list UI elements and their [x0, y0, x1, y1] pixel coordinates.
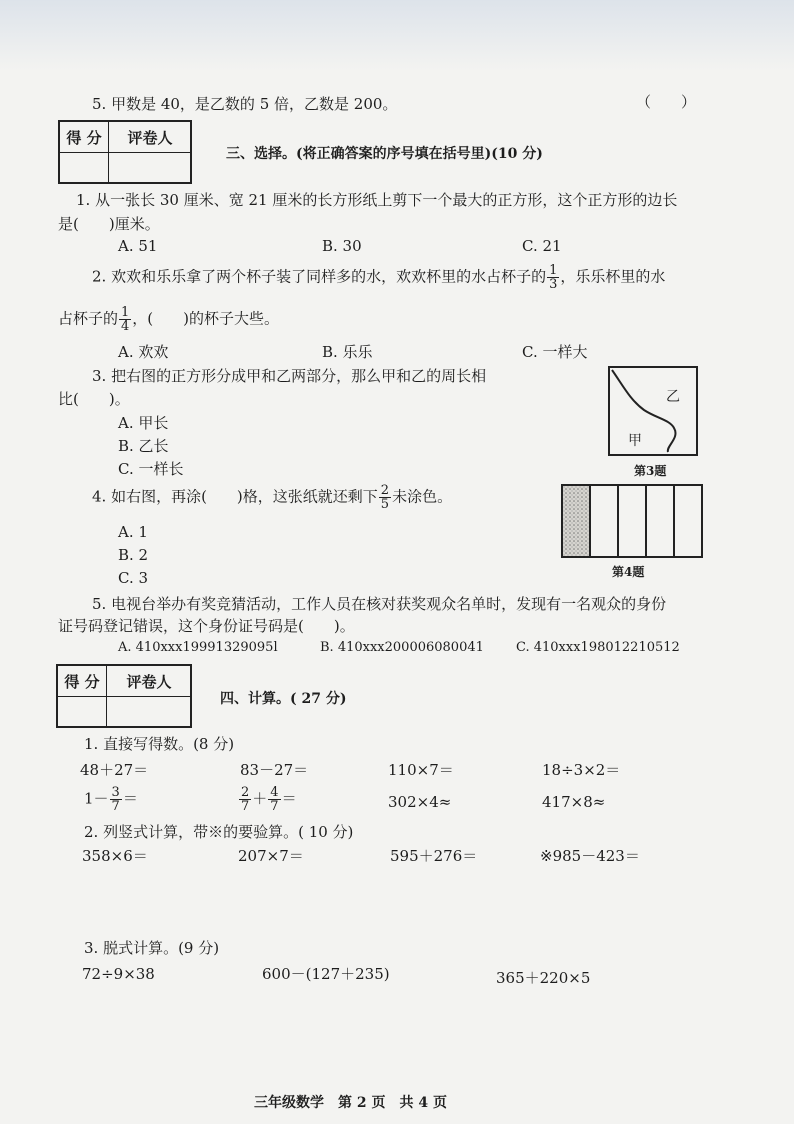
q4-option-a: A. 1 [118, 523, 148, 541]
score-box-section4 [56, 664, 192, 728]
q1-option-b: B. 30 [322, 237, 362, 255]
p1-item-3: 110×7＝ [388, 761, 454, 779]
prev-q5-text: 5. 甲数是 40，是乙数的 5 倍，乙数是 200。 [92, 95, 398, 113]
q4-option-c: C. 3 [118, 569, 149, 587]
score-box-section3 [58, 120, 192, 184]
p1-item-4: 18÷3×2＝ [542, 761, 621, 779]
q3-line1: 3. 把右图的正方形分成甲和乙两部分，那么甲和乙的周长相 [92, 367, 487, 385]
q4-strip-figure [561, 484, 703, 558]
p2-title: 2. 列竖式计算，带※的要验算。( 10 分) [84, 823, 354, 841]
q2-line1: 2. 欢欢和乐乐拿了两个杯子装了同样多的水，欢欢杯里的水占杯子的 $\frac{1}{3}$ ，乐乐杯里的水 [92, 263, 666, 292]
p2-item-1: 358×6＝ [82, 847, 148, 865]
q1-option-a: A. 51 [118, 237, 158, 255]
q4-fraction-two-fifths: $\frac{2}{5}$ [380, 483, 390, 512]
prev-q5-answer-paren[interactable]: （ ） [636, 93, 697, 111]
q3-caption: 第3题 [634, 464, 667, 478]
q2-option-c: C. 一样大 [522, 343, 588, 361]
q2-option-a: A. 欢欢 [118, 343, 169, 361]
grader-input-cell[interactable] [110, 153, 190, 183]
p3-title: 3. 脱式计算。(9 分) [84, 939, 220, 957]
q1-line1: 1. 从一张长 30 厘米、宽 21 厘米的长方形纸上剪下一个最大的正方形，这个正方形的边长 [76, 191, 678, 209]
score-input-cell[interactable] [58, 697, 106, 727]
q3-label-yi: 乙 [666, 389, 680, 405]
q1-line2: 是( )厘米。 [58, 215, 160, 233]
p1-item-5: 1－ $\frac{3}{7}$ ＝ [84, 785, 138, 814]
q5-line1: 5. 电视台举办有奖竞猜活动，工作人员在核对获奖观众名单时，发现有一名观众的身份 [92, 595, 667, 613]
q5-option-b: B. 410xxx200006080041 [320, 640, 484, 655]
p1-item-8: 417×8≈ [542, 793, 606, 811]
page-footer: 三年级数学 第 2 页 共 4 页 [254, 1095, 447, 1111]
grader-label: 评卷人 [126, 673, 172, 691]
q2-option-b: B. 乐乐 [322, 343, 373, 361]
q2-line2: 占杯子的 $\frac{1}{4}$ ，( )的杯子大些。 [58, 305, 280, 334]
q2-fraction-one-third: $\frac{1}{3}$ [549, 263, 558, 292]
q4-option-b: B. 2 [118, 546, 149, 564]
scan-shade [0, 0, 794, 70]
q2-fraction-one-quarter: $\frac{1}{4}$ [121, 305, 130, 334]
p2-item-4: ※985－423＝ [540, 847, 640, 865]
section4-title: 四、计算。( 27 分) [220, 691, 347, 707]
score-input-cell[interactable] [60, 153, 108, 183]
p3-item-3: 365＋220×5 [496, 969, 591, 987]
p1-item-2: 83－27＝ [240, 761, 309, 779]
q3-option-c: C. 一样长 [118, 460, 184, 478]
fraction-2-7: $\frac{2}{7}$ [241, 785, 250, 814]
p1-item-6: $\frac{2}{7}$ ＋ $\frac{4}{7}$ ＝ [241, 785, 297, 814]
q3-option-a: A. 甲长 [118, 414, 169, 432]
q4-caption: 第4题 [612, 565, 645, 579]
q3-square-figure [608, 366, 698, 456]
q3-label-jia: 甲 [628, 433, 642, 449]
q4-line: 4. 如右图，再涂( )格，这张纸就还剩下 $\frac{2}{5}$ 未涂色。 [92, 483, 453, 512]
grader-label: 评卷人 [127, 129, 173, 147]
q4-shaded-cell [562, 485, 590, 557]
fraction-3-7: $\frac{3}{7}$ [111, 785, 120, 814]
p3-item-1: 72÷9×38 [82, 965, 155, 983]
q1-option-c: C. 21 [522, 237, 562, 255]
p2-item-3: 595＋276＝ [390, 847, 478, 865]
q5-option-a: A. 410xxx19991329095l [118, 640, 278, 655]
p1-item-1: 48＋27＝ [80, 761, 149, 779]
grader-input-cell[interactable] [108, 697, 190, 727]
p1-item-7: 302×4≈ [388, 793, 452, 811]
score-label: 得 分 [66, 129, 102, 147]
p1-title: 1. 直接写得数。(8 分) [84, 735, 235, 753]
p2-item-2: 207×7＝ [238, 847, 304, 865]
p3-item-2: 600－(127＋235) [262, 965, 390, 983]
q3-option-b: B. 乙长 [118, 437, 169, 455]
q3-line2: 比( )。 [58, 390, 130, 408]
score-label: 得 分 [64, 673, 100, 691]
fraction-4-7: $\frac{4}{7}$ [270, 785, 279, 814]
section3-title: 三、选择。(将正确答案的序号填在括号里)(10 分) [226, 146, 543, 162]
q5-line2: 证号码登记错误，这个身份证号码是( )。 [58, 617, 355, 635]
q5-option-c: C. 410xxx198012210512 [516, 640, 680, 655]
